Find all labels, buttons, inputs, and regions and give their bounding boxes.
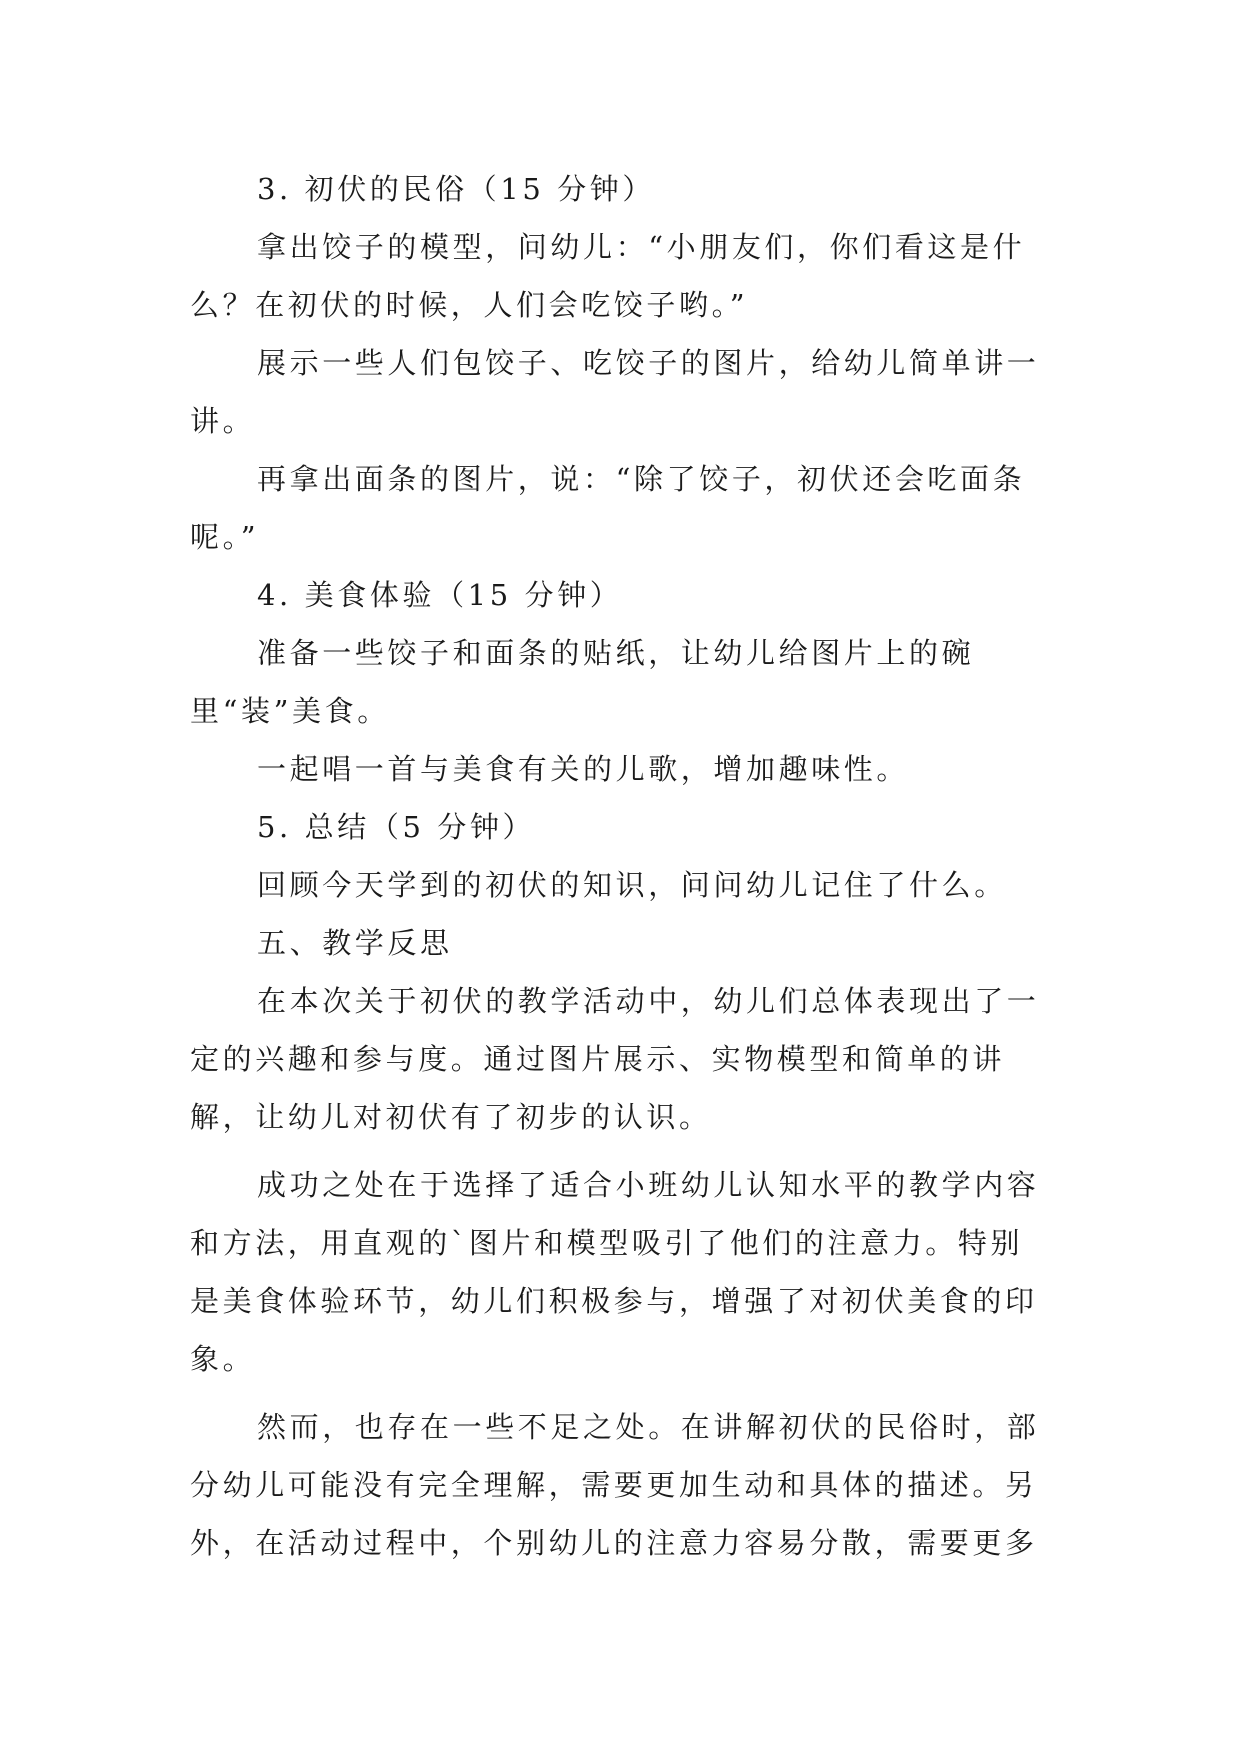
- section-heading-food-experience: 4. 美食体验（15 分钟）: [257, 578, 623, 612]
- paragraph: 成功之处在于选择了适合小班幼儿认知水平的教学内容和方法，用直观的`图片和模型吸引了他们的注意力。特别是美食体验环节，幼儿们积极参与，增强了对初伏美食的印象。: [190, 1168, 1040, 1376]
- paragraph: 准备一些饺子和面条的贴纸，让幼儿给图片上的碗里“装”美食。: [190, 636, 975, 728]
- paragraph: 回顾今天学到的初伏的知识，问问幼儿记住了什么。: [257, 868, 1007, 902]
- paragraph: 在本次关于初伏的教学活动中，幼儿们总体表现出了一定的兴趣和参与度。通过图片展示、实物模型和简单的讲解，让幼儿对初伏有了初步的认识。: [190, 984, 1040, 1134]
- document-body: [190, 160, 1050, 1572]
- section-heading-summary: 5. 总结（5 分钟）: [257, 810, 536, 844]
- section-heading-folk-customs: 3. 初伏的民俗（15 分钟）: [257, 172, 656, 206]
- paragraph: 然而，也存在一些不足之处。在讲解初伏的民俗时，部分幼儿可能没有完全理解，需要更加生动和具体的描述。另外，在活动过程中，个别幼儿的注意力容易分散，需要更多: [190, 1410, 1040, 1560]
- paragraph: 拿出饺子的模型，问幼儿：“小朋友们，你们看这是什么？在初伏的时候，人们会吃饺子哟。”: [190, 230, 1026, 322]
- paragraph: 一起唱一首与美食有关的儿歌，增加趣味性。: [257, 752, 910, 786]
- paragraph: 展示一些人们包饺子、吃饺子的图片，给幼儿简单讲一讲。: [190, 346, 1040, 438]
- paragraph: 再拿出面条的图片，说：“除了饺子，初伏还会吃面条呢。”: [190, 462, 1026, 554]
- section-heading-reflection: 五、教学反思: [257, 926, 453, 960]
